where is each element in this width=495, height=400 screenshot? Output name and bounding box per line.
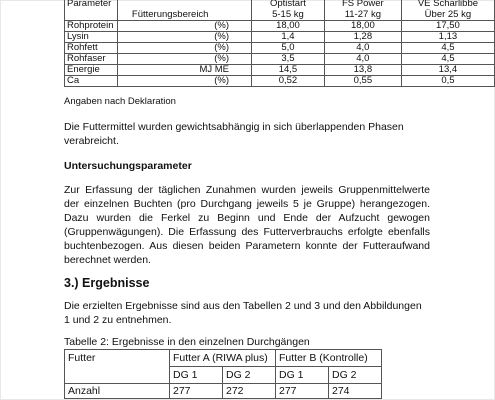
table-cell: 277 <box>276 384 329 399</box>
paragraph-feeding-phases: Die Futtermittel wurden gewichtsabhängig in sich überlappenden Phasen verabreicht. <box>64 121 404 147</box>
table-header-row <box>65 9 495 21</box>
feed-composition-table <box>64 0 495 87</box>
table-header-cell: Über 25 kg <box>401 9 494 21</box>
table-cell: (%) <box>117 54 251 65</box>
table-cell: 272 <box>223 384 276 399</box>
table-header-cell: Futter <box>65 350 170 367</box>
table-cell: Lysin <box>65 32 118 43</box>
table-cell: 14,5 <box>252 65 325 76</box>
table-header-row <box>65 350 382 367</box>
table-note: Angaben nach Deklaration <box>64 96 176 107</box>
table-cell: 1,4 <box>252 32 325 43</box>
table-header-cell <box>65 9 118 21</box>
table-cell: 0,55 <box>324 76 401 87</box>
table-cell: Rohfaser <box>65 54 118 65</box>
table-cell: 274 <box>329 384 382 399</box>
table-cell: 4,5 <box>401 43 494 54</box>
table-cell: 13,4 <box>401 65 494 76</box>
table-cell: 4,5 <box>401 54 494 65</box>
table-cell: Ca <box>65 76 118 87</box>
table-header-cell: Futter A (RIWA plus) <box>170 350 276 367</box>
table-row <box>65 76 495 87</box>
paragraph-parameters: Zur Erfassung der täglichen Zunahmen wurden jeweils Gruppenmittelwerte der einzelnen Buchten (pro Durchgang jeweils 5 je Gruppe) herangezogen. Dazu wurden die Ferkel zu Beginn und Ende der Aufzucht gewogen (Gruppenwägungen). Die Erfassung des Futterverbrauchs erfolgte ebenfalls buchtenbezogen. Aus diesen beiden Parametern konnte der Futteraufwand berechnet werden. <box>64 184 430 266</box>
table-cell: 1,13 <box>401 32 494 43</box>
table2-caption: Tabelle 2: Ergebnisse in den einzelnen Durchgängen <box>64 336 310 348</box>
table-header-cell <box>117 0 251 9</box>
table-header-cell: DG 2 <box>223 367 276 384</box>
table-cell: 4,0 <box>324 43 401 54</box>
table-cell: Rohprotein <box>65 21 118 32</box>
heading-untersuchungsparameter: Untersuchungsparameter <box>64 160 192 172</box>
table-cell: 277 <box>170 384 223 399</box>
table-row <box>65 21 495 32</box>
results-table <box>64 349 382 399</box>
table-row <box>65 43 495 54</box>
table-row <box>65 32 495 43</box>
table-cell: 13,8 <box>324 65 401 76</box>
table-header-cell: Futter B (Kontrolle) <box>276 350 382 367</box>
table-header-cell: DG 1 <box>170 367 223 384</box>
table-cell: 0,5 <box>401 76 494 87</box>
table-cell: 1,28 <box>324 32 401 43</box>
table-header-cell: Optistart <box>252 0 325 9</box>
table-header-cell <box>65 367 170 384</box>
table-header-cell: FS Power <box>324 0 401 9</box>
table-cell: Anzahl <box>65 384 170 399</box>
heading-ergebnisse: 3.) Ergebnisse <box>64 276 150 290</box>
paragraph-results: Die erzielten Ergebnisse sind aus den Tabellen 2 und 3 und den Abbildungen 1 und 2 zu entnehmen. <box>64 300 422 326</box>
table-cell: 17,50 <box>401 21 494 32</box>
table-cell: (%) <box>117 21 251 32</box>
table-cell: Rohfett <box>65 43 118 54</box>
table-header-cell: 11-27 kg <box>324 9 401 21</box>
table-cell: 3,5 <box>252 54 325 65</box>
table-cell: 5,0 <box>252 43 325 54</box>
table-cell: (%) <box>117 32 251 43</box>
table-header-row <box>65 0 495 9</box>
table-cell: 4,0 <box>324 54 401 65</box>
table-cell: 0,52 <box>252 76 325 87</box>
table-header-cell: Parameter <box>65 0 118 9</box>
table-cell: (%) <box>117 76 251 87</box>
table-header-cell: DG 2 <box>329 367 382 384</box>
table-header-cell: Fütterungsbereich <box>117 9 251 21</box>
table-cell: 18,00 <box>252 21 325 32</box>
table-header-row <box>65 367 382 384</box>
table-cell: MJ ME <box>117 65 251 76</box>
table-cell: Energie <box>65 65 118 76</box>
table-row <box>65 54 495 65</box>
table-row <box>65 65 495 76</box>
table-cell: (%) <box>117 43 251 54</box>
table-header-cell: 5-15 kg <box>252 9 325 21</box>
table-cell: 18,00 <box>324 21 401 32</box>
table-header-cell: DG 1 <box>276 367 329 384</box>
table-header-cell: VE Scharlibbe <box>401 0 494 9</box>
table-row <box>65 384 382 399</box>
